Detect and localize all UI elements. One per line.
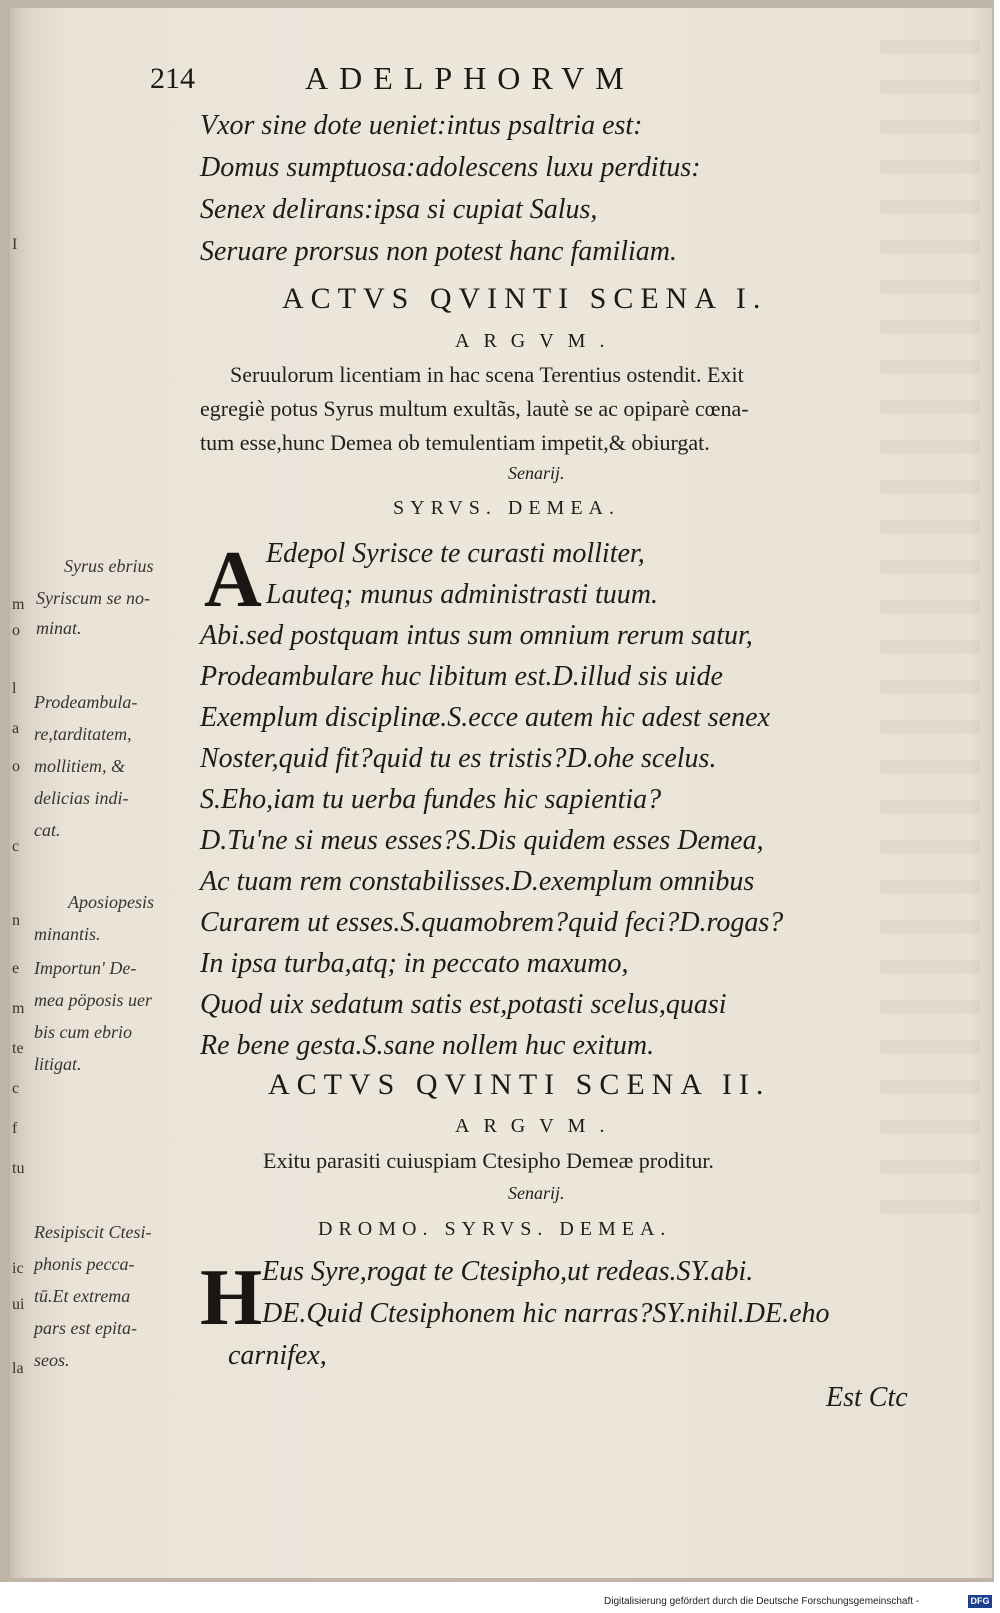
catchword: Est Ctc xyxy=(826,1382,908,1413)
margin-note-line: seos. xyxy=(34,1350,70,1370)
edge-letter: tu xyxy=(12,1160,25,1177)
verse-line: D.Tu'ne si meus esses?S.Dis quidem esses Demea, xyxy=(200,825,764,856)
margin-note-line: cat. xyxy=(34,820,61,840)
verse-line: Domus sumptuosa:adolescens luxu perditus: xyxy=(200,152,701,183)
verse-line: Noster,quid fit?quid tu es tristis?D.ohe scelus. xyxy=(200,743,717,774)
verse-line: Senex delirans:ipsa si cupiat Salus, xyxy=(200,194,598,225)
margin-note-line: delicias indi- xyxy=(34,788,129,808)
margin-note-line: Syrus ebrius xyxy=(64,556,154,576)
edge-letter: n xyxy=(12,912,20,929)
meter-label: Senarij. xyxy=(508,463,565,483)
margin-note-line: pars est epita- xyxy=(34,1318,137,1338)
running-title: ADELPHORVM xyxy=(305,60,635,96)
edge-letter: c xyxy=(12,1080,20,1097)
digitization-credit: Digitalisierung gefördert durch die Deutsche Forschungsgemeinschaft - xyxy=(604,1596,920,1607)
verse-line: Quod uix sedatum satis est,potasti scelus,quasi xyxy=(200,989,727,1020)
edge-letter: m xyxy=(12,1000,25,1017)
cast-list: DROMO. SYRVS. DEMEA. xyxy=(318,1218,672,1240)
edge-letter: f xyxy=(12,1120,18,1137)
edge-letter: ui xyxy=(12,1296,25,1313)
edge-letter: m xyxy=(12,596,25,613)
margin-note-line: Resipiscit Ctesi- xyxy=(34,1222,152,1242)
verse-line: Abi.sed postquam intus sum omnium rerum satur, xyxy=(200,620,753,651)
argument-label: ARGVM. xyxy=(455,1115,619,1137)
margin-note-line: Syriscum se no- xyxy=(36,588,150,608)
show-through-shadow xyxy=(880,40,980,1240)
margin-note-line: Aposiopesis xyxy=(68,892,155,912)
scene-heading: ACTVS QVINTI SCENA II. xyxy=(268,1068,771,1101)
verse-line: DE.Quid Ctesiphonem hic narras?SY.nihil.DE.eho xyxy=(262,1298,830,1329)
cast-list: SYRVS. DEMEA. xyxy=(393,497,620,519)
argument-line: Exitu parasiti cuiuspiam Ctesipho Demeæ proditur. xyxy=(263,1148,714,1173)
verse-line: Ac tuam rem constabilisses.D.exemplum omnibus xyxy=(200,866,755,897)
edge-letter: l xyxy=(12,680,17,697)
argument-line: tum esse,hunc Demea ob temulentiam impetit,& obiurgat. xyxy=(200,430,710,455)
margin-note-line: minantis. xyxy=(34,924,101,944)
argument-line: Seruulorum licentiam in hac scena Terentius ostendit. Exit xyxy=(230,362,744,387)
edge-letter: o xyxy=(12,622,20,639)
verse-line: Seruare prorsus non potest hanc familiam. xyxy=(200,236,678,267)
margin-note-line: re,tarditatem, xyxy=(34,724,132,744)
argument-line: egregiè potus Syrus multum exultãs, lautè se ac opiparè cœna- xyxy=(200,396,749,421)
margin-note-line: minat. xyxy=(36,618,82,638)
edge-letter: a xyxy=(12,720,20,737)
meter-label: Senarij. xyxy=(508,1183,565,1203)
verse-line: Re bene gesta.S.sane nollem huc exitum. xyxy=(200,1030,655,1061)
verse-line: S.Eho,iam tu uerba fundes hic sapientia? xyxy=(200,784,662,815)
edge-letter: ic xyxy=(12,1260,24,1277)
verse-line: Prodeambulare huc libitum est.D.illud sis uide xyxy=(200,661,723,692)
edge-letter: I xyxy=(12,236,18,253)
margin-note-line: phonis pecca- xyxy=(34,1254,135,1274)
edge-letter: o xyxy=(12,758,20,775)
edge-letter: la xyxy=(12,1360,24,1377)
verse-line: Exemplum disciplinæ.S.ecce autem hic adest senex xyxy=(200,702,770,733)
argument-label: ARGVM. xyxy=(455,330,619,352)
verse-line: Curarem ut esses.S.quamobrem?quid feci?D.rogas? xyxy=(200,907,784,938)
page-number: 214 xyxy=(150,62,195,95)
verse-line: Lauteq; munus administrasti tuum. xyxy=(266,579,659,610)
verse-line: In ipsa turba,atq; in peccato maxumo, xyxy=(200,948,629,979)
margin-note-line: Importun' De- xyxy=(34,958,137,978)
verse-line: Edepol Syrisce te curasti molliter, xyxy=(266,538,645,569)
drop-capital: H xyxy=(200,1254,263,1342)
verse-line: carnifex, xyxy=(228,1340,327,1371)
margin-note-line: Prodeambula- xyxy=(34,692,138,712)
edge-letter: te xyxy=(12,1040,24,1057)
scene-heading: ACTVS QVINTI SCENA I. xyxy=(282,282,768,315)
margin-note-line: bis cum ebrio xyxy=(34,1022,132,1042)
verse-line: Eus Syre,rogat te Ctesipho,ut redeas.SY.abi. xyxy=(262,1256,754,1287)
margin-note-line: mea pöposis uer xyxy=(34,990,152,1010)
margin-note-line: litigat. xyxy=(34,1054,82,1074)
margin-note-line: tū.Et extrema xyxy=(34,1286,131,1306)
margin-note-line: mollitiem, & xyxy=(34,756,125,776)
dfg-logo-icon: DFG xyxy=(968,1595,992,1608)
drop-capital: A xyxy=(204,536,262,624)
edge-letter: c xyxy=(12,838,20,855)
verse-line: Vxor sine dote ueniet:intus psaltria est: xyxy=(200,110,643,141)
edge-letter: e xyxy=(12,960,20,977)
